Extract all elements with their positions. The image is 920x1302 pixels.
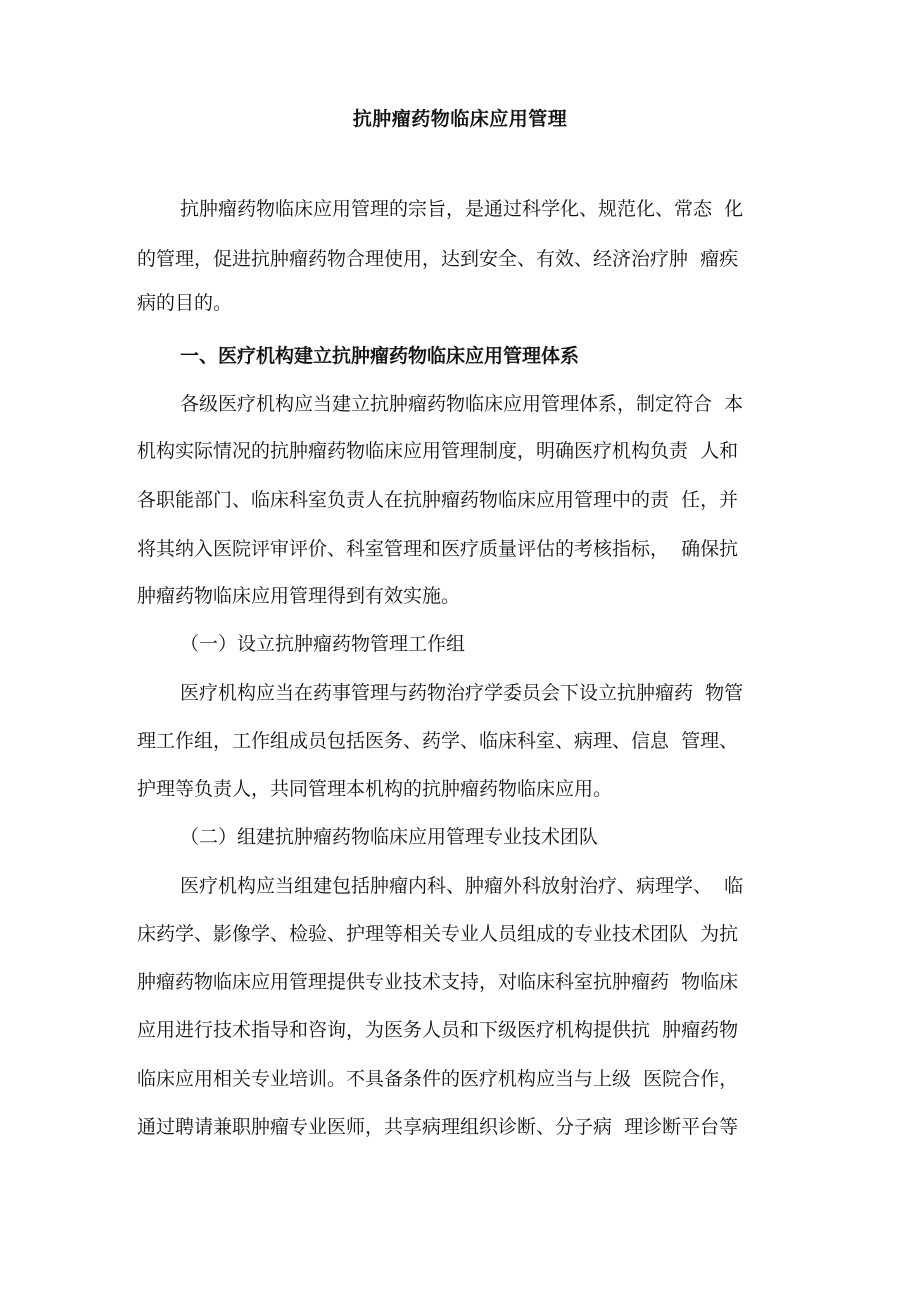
subsection-heading: （二）组建抗肿瘤药物临床应用管理专业技术团队 <box>180 826 599 848</box>
paragraph-line: 肿瘤药物临床应用管理得到有效实施。 <box>137 585 461 607</box>
document-title: 抗肿瘤药物临床应用管理 <box>352 108 568 130</box>
paragraph-line: 的管理，促进抗肿瘤药物合理使用，达到安全、有效、经济治疗肿 瘤疾 <box>137 248 739 270</box>
paragraph-line: 护理等负责人，共同管理本机构的抗肿瘤药物临床应用。 <box>137 778 613 800</box>
paragraph-line: 理工作组，工作组成员包括医务、药学、临床科室、病理、信息 管理、 <box>137 730 739 752</box>
paragraph-line: 临床应用相关专业培训。不具备条件的医疗机构应当与上级 医院合作， <box>137 1068 739 1090</box>
paragraph-line: 通过聘请兼职肿瘤专业医师，共享病理组织诊断、分子病 理诊断平台等 <box>137 1116 739 1138</box>
paragraph-line: 病的目的。 <box>137 292 233 314</box>
paragraph-line: 抗肿瘤药物临床应用管理的宗旨，是通过科学化、规范化、常态 化 <box>180 198 744 220</box>
section-heading: 一、医疗机构建立抗肿瘤药物临床应用管理体系 <box>180 345 580 367</box>
paragraph-line: 肿瘤药物临床应用管理提供专业技术支持，对临床科室抗肿瘤药 物临床 <box>137 971 739 993</box>
paragraph-line: 各职能部门、临床科室负责人在抗肿瘤药物临床应用管理中的责 任，并 <box>137 489 739 511</box>
paragraph-line: 各级医疗机构应当建立抗肿瘤药物临床应用管理体系，制定符合 本 <box>180 393 744 415</box>
subsection-heading: （一）设立抗肿瘤药物管理工作组 <box>180 633 466 655</box>
paragraph-line: 床药学、影像学、检验、护理等相关专业人员组成的专业技术团队 为抗 <box>137 923 739 945</box>
paragraph-line: 将其纳入医院评审评价、科室管理和医疗质量评估的考核指标， 确保抗 <box>137 538 739 560</box>
paragraph-line: 医疗机构应当组建包括肿瘤内科、肿瘤外科放射治疗、病理学、 临 <box>180 875 744 897</box>
paragraph-line: 应用进行技术指导和咨询，为医务人员和下级医疗机构提供抗 肿瘤药物 <box>137 1019 739 1041</box>
paragraph-line: 机构实际情况的抗肿瘤药物临床应用管理制度，明确医疗机构负责 人和 <box>137 440 739 462</box>
paragraph-line: 医疗机构应当在药事管理与药物治疗学委员会下设立抗肿瘤药 物管 <box>180 682 744 704</box>
